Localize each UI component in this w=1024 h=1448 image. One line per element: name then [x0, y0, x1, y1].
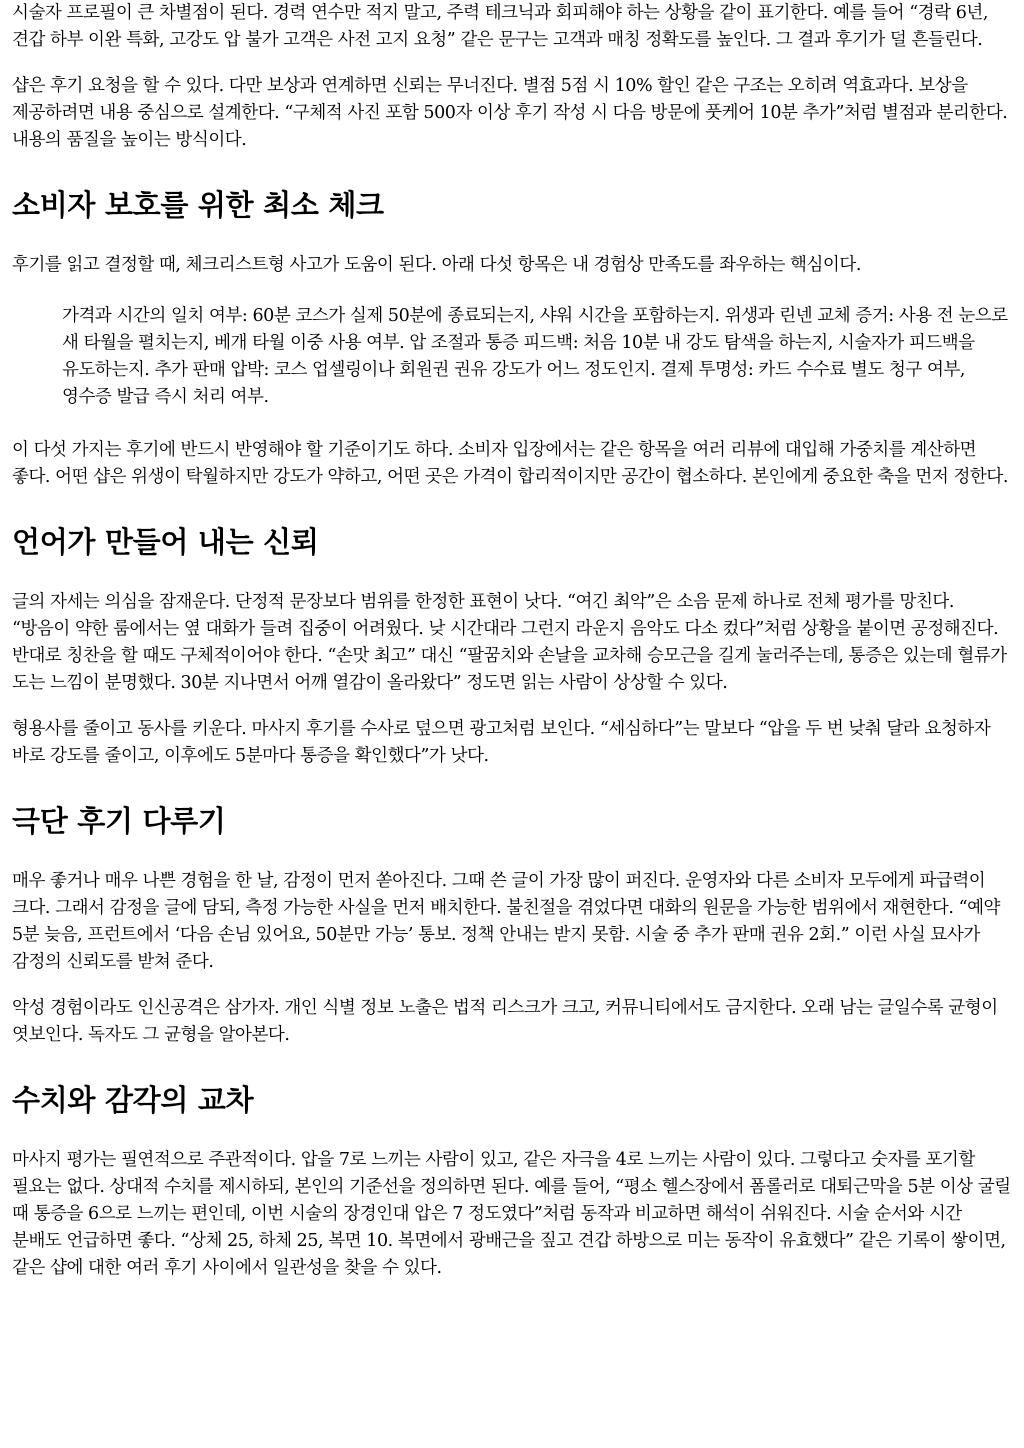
paragraph-practitioner-profile: 시술자 프로필이 큰 차별점이 된다. 경력 연수만 적지 말고, 주력 테크닉과 회피해야 하는 상황을 같이 표기한다. 예를 들어 “경락 6년, 견갑 하부 이완 특화, 고강도 압 불가 고객은 사전 고지 요청” 같은 문구는 고객과 매칭 정확도를 높인다. 그 결과 후기가 덜 흔들린다. — [12, 3, 988, 50]
paragraph-verbs-over-adjectives: 형용사를 줄이고 동사를 키운다. 마사지 후기를 수사로 덮으면 광고처럼 보인다. “세심하다”는 말보다 “압을 두 번 낮춰 달라 요청하자 바로 강도를 줄이고, 이후에도 5분마다 통증을 확인했다”가 낫다. — [12, 719, 991, 766]
heading-numbers-senses: 수치와 감각의 교차 — [12, 1083, 254, 1117]
paragraph-no-personal-attacks: 악성 경험이라도 인신공격은 삼가자. 개인 식별 정보 노출은 법적 리스크가 크고, 커뮤니티에서도 금지한다. 오래 남는 글일수록 균형이 엿보인다. 독자도 그 균형을 알아본다. — [12, 998, 998, 1045]
checklist-blockquote — [12, 303, 1012, 411]
paragraph-checklist-intro: 후기를 읽고 결정할 때, 체크리스트형 사고가 도움이 된다. 아래 다섯 항목은 내 경험상 만족도를 좌우하는 핵심이다. — [12, 255, 861, 275]
paragraph-weighting: 이 다섯 가지는 후기에 반드시 반영해야 할 기준이기도 하다. 소비자 입장에서는 같은 항목을 여러 리뷰에 대입해 가중치를 계산하면 좋다. 어떤 샵은 위생이 탁월하지만 강도가 약하고, 어떤 곳은 가격이 합리적이지만 공간이 협소하다. 본인에게 중요한 축을 먼저 정한다. — [12, 440, 1008, 487]
paragraph-subjective-scores: 마사지 평가는 필연적으로 주관적이다. 압을 7로 느끼는 사람이 있고, 같은 자극을 4로 느끼는 사람이 있다. 그렇다고 숫자를 포기할 필요는 없다. 상대적 수치를 제시하되, 본인의 기준선을 정의하면 된다. 예를 들어, “평소 헬스장에서 폼롤러로 대퇴근막을 5분 이상 굴릴 때 통증을 6으로 느끼는 편인데, 이번 시술의 장경인대 압은 7 정도였다”처럼 동작과 비교하면 해석이 쉬워진다. 시술 순서와 시간 분배도 언급하면 좋다. “상체 25, 하체 25, 복면 10. 복면에서 광배근을 짚고 견갑 하방으로 미는 동작이 유효했다” 같은 기록이 쌓이면, 같은 샵에 대한 여러 후기 사이에서 일관성을 찾을 수 있다. — [12, 1150, 1011, 1278]
heading-extreme-reviews: 극단 후기 다루기 — [12, 804, 226, 838]
heading-language-trust: 언어가 만들어 내는 신뢰 — [12, 525, 319, 559]
heading-consumer-protection: 소비자 보호를 위한 최소 체크 — [12, 188, 384, 222]
paragraph-language-attitude: 글의 자세는 의심을 잠재운다. 단정적 문장보다 범위를 한정한 표현이 낫다. “여긴 최악”은 소음 문제 하나로 전체 평가를 망친다. “방음이 약한 룸에서는 옆 대화가 들려 집중이 어려웠다. 낮 시간대라 그런지 라운지 음악도 다소 컸다”처럼 상황을 붙이면 공정해진다. 반대로 칭찬을 할 때도 구체적이어야 한다. “손맛 최고” 대신 “팔꿈치와 손날을 교차해 승모근을 길게 눌러주는데, 통증은 있는데 혈류가 도는 느낌이 분명했다. 30분 지나면서 어깨 열감이 올라왔다” 정도면 읽는 사람이 상상할 수 있다. — [12, 592, 1007, 693]
checklist-text: 가격과 시간의 일치 여부: 60분 코스가 실제 50분에 종료되는지, 샤워 시간을 포함하는지. 위생과 린넨 교체 증거: 사용 전 눈으로 새 타월을 펼치는지, 베개 타월 이중 사용 여부. 압 조절과 통증 피드백: 처음 10분 내 강도 탐색을 하는지, 시술자가 피드백을 유도하는지. 추가 판매 압박: 코스 업셀링이나 회원권 권유 강도가 어느 정도인지. 결제 투명성: 카드 수수료 별도 청구 여부, 영수증 발급 즉시 처리 여부. — [62, 306, 1008, 407]
paragraph-review-rewards: 샵은 후기 요청을 할 수 있다. 다만 보상과 연계하면 신뢰는 무너진다. 별점 5점 시 10% 할인 같은 구조는 오히려 역효과다. 보상을 제공하려면 내용 중심으로 설계한다. “구체적 사진 포함 500자 이상 후기 작성 시 다음 방문에 풋케어 10분 추가”처럼 별점과 분리한다. 내용의 품질을 높이는 방식이다. — [12, 76, 1008, 150]
paragraph-extreme-emotions: 매우 좋거나 매우 나쁜 경험을 한 날, 감정이 먼저 쏟아진다. 그때 쓴 글이 가장 많이 퍼진다. 운영자와 다른 소비자 모두에게 파급력이 크다. 그래서 감정을 글에 담되, 측정 가능한 사실을 먼저 배치한다. 불친절을 겪었다면 대화의 원문을 가능한 범위에서 재현한다. “예약 5분 늦음, 프런트에서 ‘다음 손님 있어요, 50분만 가능’ 통보. 정책 안내는 받지 못함. 시술 중 추가 판매 권유 2회.” 이런 사실 묘사가 감정의 신뢰도를 받쳐 준다. — [12, 871, 1000, 972]
